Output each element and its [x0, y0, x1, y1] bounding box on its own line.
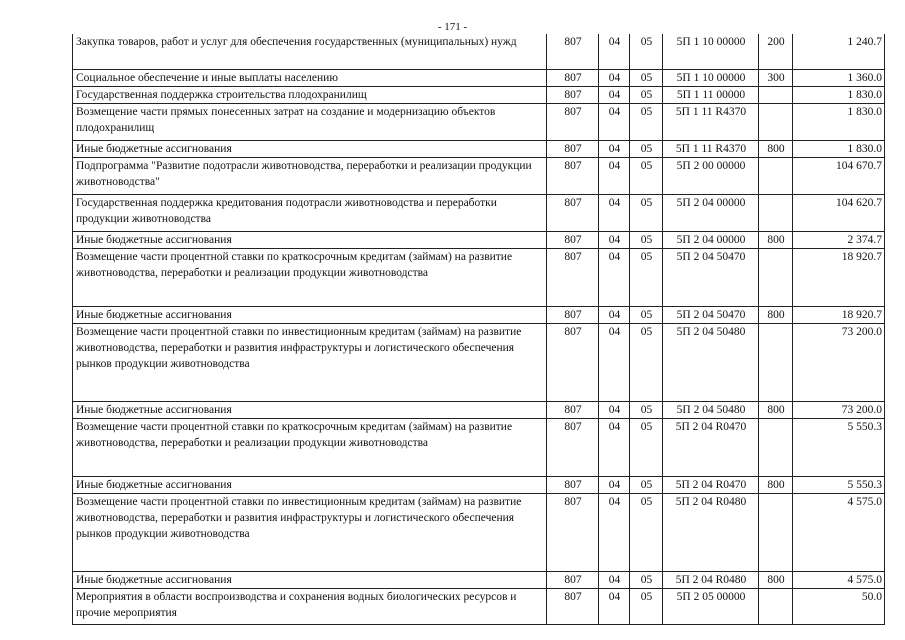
row-amount-cell: 104 670.7 — [793, 158, 885, 195]
row-subsection-cell: 05 — [630, 158, 663, 195]
row-expense-type-cell — [759, 589, 793, 625]
row-subsection-cell: 05 — [630, 589, 663, 625]
row-ministry-cell: 807 — [547, 249, 599, 307]
row-subsection-cell: 05 — [630, 494, 663, 572]
row-section-cell: 04 — [599, 477, 630, 494]
row-subsection-cell: 05 — [630, 70, 663, 87]
row-target-cell: 5П 2 04 00000 — [663, 195, 759, 232]
row-subsection-cell: 05 — [630, 249, 663, 307]
row-section-cell: 04 — [599, 104, 630, 141]
row-target-cell: 5П 1 10 00000 — [663, 34, 759, 70]
row-ministry-cell: 807 — [547, 158, 599, 195]
row-ministry-cell: 807 — [547, 494, 599, 572]
row-target-cell: 5П 1 11 R4370 — [663, 104, 759, 141]
row-expense-type-cell: 800 — [759, 572, 793, 589]
table-row — [73, 589, 885, 625]
row-subsection-cell: 05 — [630, 141, 663, 158]
row-target-cell: 5П 1 11 00000 — [663, 87, 759, 104]
table-row — [73, 419, 885, 477]
row-ministry-cell: 807 — [547, 104, 599, 141]
row-target-cell: 5П 2 05 00000 — [663, 589, 759, 625]
row-section-cell: 04 — [599, 494, 630, 572]
row-subsection-cell: 05 — [630, 104, 663, 141]
page-number: - 171 - — [437, 21, 468, 33]
row-expense-type-cell — [759, 324, 793, 402]
row-name-cell: Иные бюджетные ассигнования — [73, 232, 547, 249]
row-amount-cell: 1 830.0 — [793, 104, 885, 141]
row-subsection-cell: 05 — [630, 419, 663, 477]
row-amount-cell: 5 550.3 — [793, 477, 885, 494]
row-ministry-cell: 807 — [547, 477, 599, 494]
row-target-cell: 5П 1 10 00000 — [663, 70, 759, 87]
row-section-cell: 04 — [599, 87, 630, 104]
row-subsection-cell: 05 — [630, 402, 663, 419]
row-name-cell: Возмещение части прямых понесенных затрат на создание и модернизацию объектов плодохранилищ — [73, 104, 547, 141]
row-amount-cell: 5 550.3 — [793, 419, 885, 477]
row-section-cell: 04 — [599, 419, 630, 477]
row-subsection-cell: 05 — [630, 34, 663, 70]
row-section-cell: 04 — [599, 232, 630, 249]
row-amount-cell: 1 240.7 — [793, 34, 885, 70]
row-name-cell: Возмещение части процентной ставки по краткосрочным кредитам (займам) на развитие животноводства, переработки и реализации продукции животноводства — [73, 249, 547, 307]
row-section-cell: 04 — [599, 572, 630, 589]
row-expense-type-cell: 800 — [759, 307, 793, 324]
row-expense-type-cell: 300 — [759, 70, 793, 87]
row-section-cell: 04 — [599, 34, 630, 70]
row-subsection-cell: 05 — [630, 307, 663, 324]
row-name-cell: Государственная поддержка строительства плодохранилищ — [73, 87, 547, 104]
row-ministry-cell: 807 — [547, 34, 599, 70]
row-target-cell: 5П 2 04 50470 — [663, 249, 759, 307]
row-amount-cell: 1 830.0 — [793, 141, 885, 158]
row-expense-type-cell: 200 — [759, 34, 793, 70]
row-section-cell: 04 — [599, 402, 630, 419]
row-section-cell: 04 — [599, 158, 630, 195]
row-subsection-cell: 05 — [630, 572, 663, 589]
row-target-cell: 5П 2 00 00000 — [663, 158, 759, 195]
table-row — [73, 494, 885, 572]
row-name-cell: Возмещение части процентной ставки по инвестиционным кредитам (займам) на развитие животноводства, переработки и развития инфраструктуры и логистического обеспечения рынков продукции животноводства — [73, 324, 547, 402]
row-amount-cell: 4 575.0 — [793, 494, 885, 572]
row-amount-cell: 50.0 — [793, 589, 885, 625]
row-ministry-cell: 807 — [547, 87, 599, 104]
row-name-cell: Мероприятия в области воспроизводства и сохранения водных биологических ресурсов и прочие мероприятия — [73, 589, 547, 625]
row-subsection-cell: 05 — [630, 324, 663, 402]
table-row — [73, 572, 885, 589]
row-expense-type-cell — [759, 87, 793, 104]
row-section-cell: 04 — [599, 589, 630, 625]
row-name-cell: Подпрограмма "Развитие подотрасли животноводства, переработки и реализации продукции животноводства" — [73, 158, 547, 195]
table-row — [73, 70, 885, 87]
row-ministry-cell: 807 — [547, 232, 599, 249]
row-section-cell: 04 — [599, 70, 630, 87]
row-ministry-cell: 807 — [547, 324, 599, 402]
row-ministry-cell: 807 — [547, 402, 599, 419]
row-target-cell: 5П 1 11 R4370 — [663, 141, 759, 158]
row-section-cell: 04 — [599, 195, 630, 232]
row-target-cell: 5П 2 04 R0480 — [663, 572, 759, 589]
row-amount-cell: 73 200.0 — [793, 402, 885, 419]
row-amount-cell: 18 920.7 — [793, 307, 885, 324]
row-subsection-cell: 05 — [630, 477, 663, 494]
row-amount-cell: 1 830.0 — [793, 87, 885, 104]
row-expense-type-cell: 800 — [759, 402, 793, 419]
row-section-cell: 04 — [599, 307, 630, 324]
row-ministry-cell: 807 — [547, 195, 599, 232]
row-name-cell: Социальное обеспечение и иные выплаты населению — [73, 70, 547, 87]
table-row — [73, 87, 885, 104]
row-subsection-cell: 05 — [630, 232, 663, 249]
row-name-cell: Иные бюджетные ассигнования — [73, 307, 547, 324]
row-ministry-cell: 807 — [547, 572, 599, 589]
row-expense-type-cell — [759, 158, 793, 195]
row-expense-type-cell: 800 — [759, 141, 793, 158]
row-amount-cell: 4 575.0 — [793, 572, 885, 589]
table-row — [73, 402, 885, 419]
row-name-cell: Иные бюджетные ассигнования — [73, 477, 547, 494]
row-amount-cell: 18 920.7 — [793, 249, 885, 307]
row-amount-cell: 73 200.0 — [793, 324, 885, 402]
table-row — [73, 324, 885, 402]
row-name-cell: Закупка товаров, работ и услуг для обеспечения государственных (муниципальных) нужд — [73, 34, 547, 70]
table-row — [73, 158, 885, 195]
row-subsection-cell: 05 — [630, 87, 663, 104]
row-target-cell: 5П 2 04 50480 — [663, 402, 759, 419]
table-row — [73, 477, 885, 494]
row-expense-type-cell — [759, 494, 793, 572]
row-amount-cell: 104 620.7 — [793, 195, 885, 232]
row-expense-type-cell: 800 — [759, 477, 793, 494]
budget-table-body — [73, 34, 885, 625]
row-target-cell: 5П 2 04 50480 — [663, 324, 759, 402]
row-name-cell: Иные бюджетные ассигнования — [73, 141, 547, 158]
row-ministry-cell: 807 — [547, 141, 599, 158]
row-section-cell: 04 — [599, 324, 630, 402]
table-row — [73, 141, 885, 158]
table-row — [73, 104, 885, 141]
row-target-cell: 5П 2 04 R0480 — [663, 494, 759, 572]
row-expense-type-cell — [759, 195, 793, 232]
table-row — [73, 232, 885, 249]
table-row — [73, 249, 885, 307]
table-row — [73, 34, 885, 70]
row-target-cell: 5П 2 04 00000 — [663, 232, 759, 249]
row-ministry-cell: 807 — [547, 589, 599, 625]
row-ministry-cell: 807 — [547, 70, 599, 87]
row-section-cell: 04 — [599, 249, 630, 307]
table-row — [73, 195, 885, 232]
row-name-cell: Государственная поддержка кредитования подотрасли животноводства и переработки продукции животноводства — [73, 195, 547, 232]
row-amount-cell: 1 360.0 — [793, 70, 885, 87]
row-name-cell: Иные бюджетные ассигнования — [73, 572, 547, 589]
row-expense-type-cell: 800 — [759, 232, 793, 249]
row-name-cell: Иные бюджетные ассигнования — [73, 402, 547, 419]
row-name-cell: Возмещение части процентной ставки по краткосрочным кредитам (займам) на развитие животноводства, переработки и реализации продукции животноводства — [73, 419, 547, 477]
row-name-cell: Возмещение части процентной ставки по инвестиционным кредитам (займам) на развитие животноводства, переработки и развития инфраструктуры и логистического обеспечения рынков продукции животноводства — [73, 494, 547, 572]
row-target-cell: 5П 2 04 50470 — [663, 307, 759, 324]
row-section-cell: 04 — [599, 141, 630, 158]
budget-table — [72, 34, 885, 625]
row-ministry-cell: 807 — [547, 307, 599, 324]
row-expense-type-cell — [759, 104, 793, 141]
row-subsection-cell: 05 — [630, 195, 663, 232]
row-target-cell: 5П 2 04 R0470 — [663, 419, 759, 477]
row-target-cell: 5П 2 04 R0470 — [663, 477, 759, 494]
row-expense-type-cell — [759, 419, 793, 477]
row-expense-type-cell — [759, 249, 793, 307]
table-row — [73, 307, 885, 324]
row-amount-cell: 2 374.7 — [793, 232, 885, 249]
row-ministry-cell: 807 — [547, 419, 599, 477]
